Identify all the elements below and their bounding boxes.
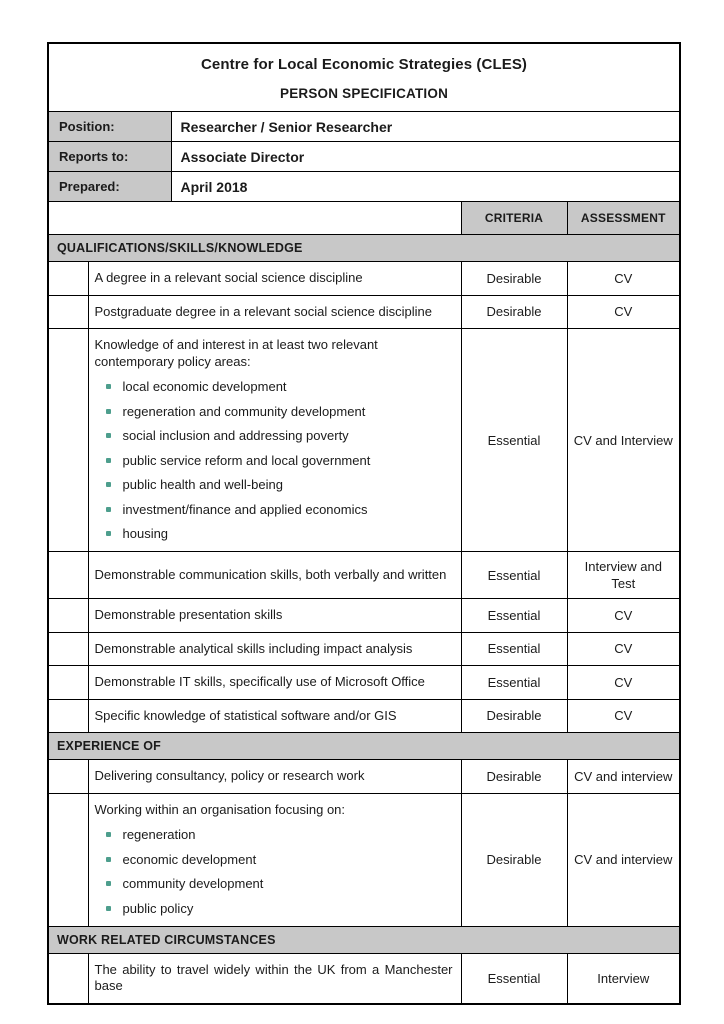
requirement-text: Demonstrable analytical skills including impact analysis	[94, 640, 413, 656]
requirement-text: Demonstrable IT skills, specifically use of Microsoft Office	[94, 674, 425, 689]
person-spec-table	[47, 42, 681, 1005]
criteria-value: Essential	[461, 329, 567, 552]
requirement-cell	[88, 632, 461, 666]
requirement-row	[48, 329, 680, 552]
indent-cell	[48, 599, 88, 633]
indent-cell	[48, 953, 88, 1004]
bullet-item: public service reform and local government	[104, 453, 453, 468]
section-heading-row	[48, 926, 680, 953]
requirement-row	[48, 760, 680, 794]
section-heading: WORK RELATED CIRCUMSTANCES	[48, 926, 680, 953]
requirement-row	[48, 793, 680, 926]
indent-cell	[48, 295, 88, 329]
bullet-item: economic development	[104, 852, 453, 867]
requirement-cell	[88, 760, 461, 794]
requirement-row	[48, 699, 680, 733]
criteria-value: Desirable	[461, 699, 567, 733]
assessment-value: CV and interview	[567, 793, 680, 926]
title-row	[48, 43, 680, 112]
indent-cell	[48, 552, 88, 599]
bullet-list	[95, 827, 453, 916]
requirement-row	[48, 295, 680, 329]
indent-cell	[48, 699, 88, 733]
bullet-list	[95, 379, 453, 541]
position-label: Position:	[48, 112, 171, 142]
assessment-value: CV	[567, 699, 680, 733]
requirement-cell	[88, 295, 461, 329]
requirement-cell	[88, 699, 461, 733]
blank-header-cell	[48, 202, 461, 235]
bullet-item: housing	[104, 526, 453, 541]
assessment-value: CV	[567, 632, 680, 666]
indent-cell	[48, 329, 88, 552]
bullet-item: local economic development	[104, 379, 453, 394]
requirement-row	[48, 599, 680, 633]
document-subtitle: PERSON SPECIFICATION	[280, 86, 449, 101]
requirement-cell	[88, 953, 461, 1004]
bullet-item: public health and well-being	[104, 477, 453, 492]
requirement-text: The ability to travel widely within the UK from a Manchester base	[94, 961, 453, 993]
assessment-value: CV and Interview	[567, 329, 680, 552]
document-title: Centre for Local Economic Strategies (CLES)	[201, 56, 528, 73]
requirement-cell	[88, 599, 461, 633]
requirement-text: Demonstrable communication skills, both verbally and written	[94, 566, 447, 582]
criteria-value: Desirable	[461, 295, 567, 329]
indent-cell	[48, 262, 88, 296]
requirement-row	[48, 666, 680, 700]
assessment-column-header: ASSESSMENT	[567, 202, 680, 235]
meta-row-prepared	[48, 172, 680, 202]
assessment-value: CV	[567, 262, 680, 296]
meta-row-position	[48, 112, 680, 142]
bullet-item: community development	[104, 876, 453, 891]
indent-cell	[48, 760, 88, 794]
requirement-cell	[88, 262, 461, 296]
requirement-text: Knowledge of and interest in at least two relevant contemporary policy areas:	[94, 337, 378, 369]
requirement-text: Working within an organisation focusing on:	[94, 801, 346, 817]
requirement-row	[48, 262, 680, 296]
assessment-value: CV	[567, 599, 680, 633]
prepared-value: April 2018	[171, 172, 680, 202]
assessment-value: CV and interview	[567, 760, 680, 794]
requirement-cell	[88, 793, 461, 926]
section-heading-row	[48, 733, 680, 760]
assessment-value: Interview	[567, 953, 680, 1004]
indent-cell	[48, 632, 88, 666]
criteria-value: Essential	[461, 599, 567, 633]
criteria-value: Essential	[461, 953, 567, 1004]
column-header-row	[48, 202, 680, 235]
bullet-item: investment/finance and applied economics	[104, 502, 453, 517]
indent-cell	[48, 793, 88, 926]
requirement-text: A degree in a relevant social science discipline	[94, 270, 363, 285]
criteria-column-header: CRITERIA	[461, 202, 567, 235]
bullet-item: social inclusion and addressing poverty	[104, 428, 453, 443]
section-heading: QUALIFICATIONS/SKILLS/KNOWLEDGE	[48, 235, 680, 262]
requirement-cell	[88, 666, 461, 700]
position-value: Researcher / Senior Researcher	[171, 112, 680, 142]
requirement-text: Demonstrable presentation skills	[94, 607, 283, 622]
assessment-value: CV	[567, 666, 680, 700]
bullet-item: regeneration and community development	[104, 404, 453, 419]
criteria-value: Desirable	[461, 262, 567, 296]
requirement-cell	[88, 552, 461, 599]
requirement-text: Specific knowledge of statistical software and/or GIS	[94, 707, 397, 723]
requirement-row	[48, 552, 680, 599]
bullet-item: public policy	[104, 901, 453, 916]
indent-cell	[48, 666, 88, 700]
section-heading-row	[48, 235, 680, 262]
assessment-value: CV	[567, 295, 680, 329]
requirement-text: Delivering consultancy, policy or research work	[94, 768, 365, 783]
criteria-value: Desirable	[461, 760, 567, 794]
requirement-row	[48, 953, 680, 1004]
reports-to-label: Reports to:	[48, 142, 171, 172]
criteria-value: Essential	[461, 552, 567, 599]
requirement-cell	[88, 329, 461, 552]
section-heading: EXPERIENCE OF	[48, 733, 680, 760]
requirement-row	[48, 632, 680, 666]
meta-row-reports-to	[48, 142, 680, 172]
prepared-label: Prepared:	[48, 172, 171, 202]
title-cell	[48, 43, 680, 112]
criteria-value: Desirable	[461, 793, 567, 926]
assessment-value: Interview and Test	[567, 552, 680, 599]
bullet-item: regeneration	[104, 827, 453, 842]
criteria-value: Essential	[461, 632, 567, 666]
requirement-text: Postgraduate degree in a relevant social science discipline	[94, 303, 432, 319]
criteria-value: Essential	[461, 666, 567, 700]
reports-to-value: Associate Director	[171, 142, 680, 172]
